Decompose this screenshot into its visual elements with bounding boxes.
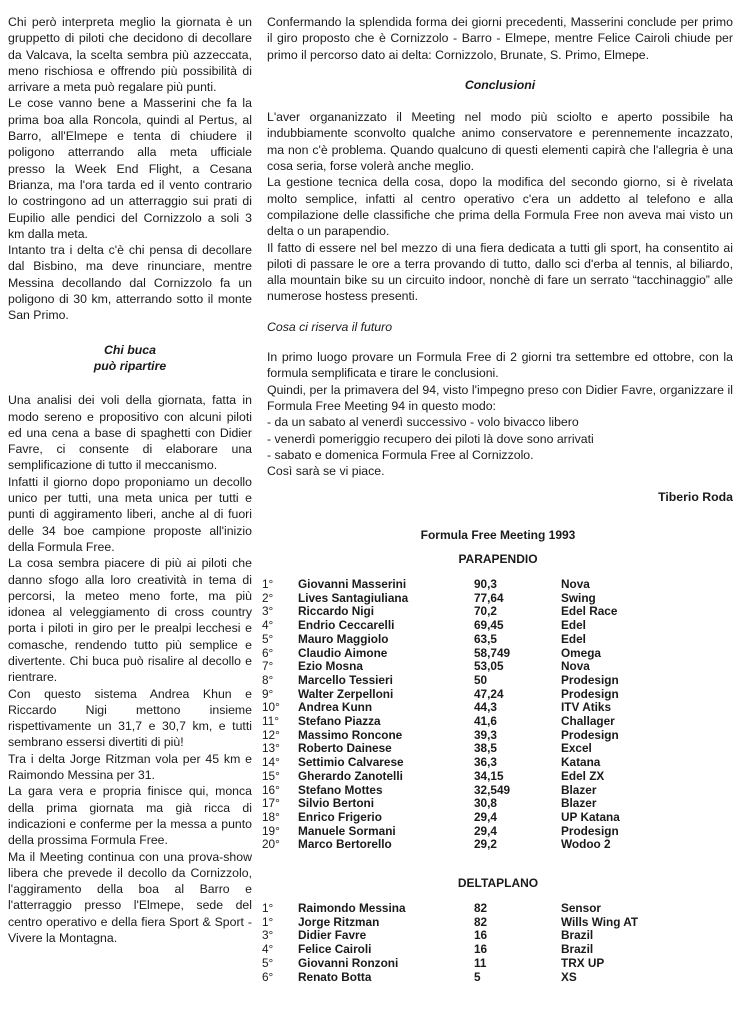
table-row [262, 688, 620, 702]
table-row [262, 742, 620, 756]
list-item: - venerdì pomeriggio recupero dei piloti là dove sono arrivati [267, 431, 594, 446]
glider-cell: Edel Race [561, 604, 618, 619]
glider-cell: Omega [561, 645, 601, 660]
paragraph: Chi però interpreta meglio la giornata è un gruppetto di piloti che decidono di decollare da Valcava, la scelta sembra più azzeccata, meno rischiosa e offrendo più possibilità di arrivare a meta può regalare più punti. [8, 15, 252, 95]
pilot-name-cell: Didier Favre [298, 928, 367, 943]
position-cell: 11° [262, 714, 279, 729]
table-row [262, 957, 638, 971]
table-row [262, 784, 620, 798]
list-item: - da un sabato al venerdì successivo - volo bivacco libero [267, 415, 579, 430]
points-cell: 82 [474, 914, 488, 929]
pilot-name-cell: Marcello Tessieri [298, 672, 393, 687]
glider-cell: Prodesign [561, 727, 619, 742]
pilot-name-cell: Roberto Dainese [298, 741, 392, 756]
deltaplano-table [262, 902, 638, 984]
table-row [262, 929, 638, 943]
paragraph: Così sarà se vi piace. [267, 464, 385, 479]
position-cell: 10° [262, 700, 280, 715]
points-cell: 38,5 [474, 741, 497, 756]
table-row [262, 902, 638, 916]
glider-cell: Nova [561, 577, 590, 591]
glider-cell: Prodesign [561, 672, 619, 687]
glider-cell: Wodoo 2 [561, 837, 611, 852]
pilot-name-cell: Enrico Frigerio [298, 809, 382, 824]
paragraph: Tra i delta Jorge Ritzman vola per 45 km e Raimondo Messina per 31. [8, 751, 252, 783]
paragraph: Una analisi dei voli della giornata, fatta in modo sereno e propositivo con alcuni piloti ed una cena a base di spaghetti con Didier Favre, ci consente di elaborare una semplificazione di tutto il meccanismo. [8, 393, 252, 473]
table-row [262, 605, 620, 619]
right-column [267, 14, 733, 506]
heading-line: può ripartire [93, 358, 167, 373]
points-cell: 69,45 [474, 618, 504, 633]
pilot-name-cell: Lives Santagiuliana [298, 590, 409, 605]
position-cell: 19° [262, 823, 280, 838]
points-cell: 29,2 [474, 837, 497, 852]
position-cell: 12° [262, 727, 280, 742]
position-cell: 15° [262, 768, 280, 783]
table-row [262, 578, 620, 592]
table-row [262, 674, 620, 688]
table-row [262, 916, 638, 930]
position-cell: 6° [262, 969, 274, 984]
pilot-name-cell: Claudio Aimone [298, 645, 388, 660]
points-cell: 50 [474, 672, 488, 687]
table-row [262, 838, 620, 852]
glider-cell: Challager [561, 714, 615, 729]
points-cell: 39,3 [474, 727, 497, 742]
author-signature: Tiberio Roda [658, 490, 733, 505]
heading-line: Chi buca [104, 342, 156, 357]
pilot-name-cell: Endrio Ceccarelli [298, 618, 395, 633]
glider-cell: Nova [561, 659, 590, 674]
points-cell: 34,15 [474, 768, 504, 783]
paragraph: L'aver organanizzato il Meeting nel modo più sciolto e aperto possibile ha indubbiamente sconvolto qualche animo conservatore e perennemente incazzato, ma non c'è problema. Quando qualcuno di questi elementi capirà che l'allegria è una cosa seria, forse volerà anche meglio. [267, 110, 733, 174]
pilot-name-cell: Settimio Calvarese [298, 755, 404, 770]
position-cell: 17° [262, 796, 280, 811]
position-cell: 9° [262, 686, 274, 701]
position-cell: 20° [262, 837, 280, 852]
paragraph: La gestione tecnica della cosa, dopo la modifica del secondo giorno, si è rivelata molto semplice, infatti al centro operativo c'era un addetto al telefono e alla compilazione delle classifiche che prima della Formula Free non aveva mai visto un delta o un parapendio. [267, 175, 733, 239]
points-cell: 90,3 [474, 577, 497, 591]
points-cell: 82 [474, 901, 488, 916]
paragraph: La cosa sembra piacere di più ai piloti che danno sfogo alla loro creatività in tema di percorsi, la meteo meno forte, ma più idonea al veleggiamento di cross country porta i piloti in giro per le prealpi lecchesi e comasche, rendendo tutto più semplice e divertente. Chi buca può risalire al decollo e rientrare. [8, 556, 252, 685]
results-section [262, 528, 734, 984]
position-cell: 13° [262, 741, 280, 756]
pilot-name-cell: Renato Botta [298, 969, 372, 984]
glider-cell: Katana [561, 755, 601, 770]
table-row [262, 647, 620, 661]
position-cell: 3° [262, 928, 274, 943]
points-cell: 36,3 [474, 755, 497, 770]
points-cell: 58,749 [474, 645, 511, 660]
position-cell: 7° [262, 659, 274, 674]
pilot-name-cell: Riccardo Nigi [298, 604, 375, 619]
results-title: Formula Free Meeting 1993 [420, 528, 576, 542]
position-cell: 4° [262, 942, 274, 957]
paragraph: Infatti il giorno dopo proponiamo un decollo unico per tutti, una meta unica per tutti e punti di aggiramento liberi, anche al di fuori delle 34 boe campione proposte all'inizio della Formula Free. [8, 474, 252, 554]
glider-cell: TRX UP [561, 955, 605, 970]
paragraph: Quindi, per la primavera del 94, visto l'impegno preso con Didier Favre, organizzare il Formula Free Meeting 94 in questo modo: [267, 382, 733, 413]
points-cell: 44,3 [474, 700, 497, 715]
position-cell: 6° [262, 645, 274, 660]
points-cell: 16 [474, 942, 488, 957]
table-row [262, 715, 620, 729]
points-cell: 16 [474, 928, 488, 943]
glider-cell: Prodesign [561, 823, 619, 838]
position-cell: 1° [262, 577, 274, 591]
pilot-name-cell: Gherardo Zanotelli [298, 768, 403, 783]
pilot-name-cell: Ezio Mosna [298, 659, 363, 674]
position-cell: 5° [262, 631, 274, 646]
pilot-name-cell: Walter Zerpelloni [298, 686, 394, 701]
points-cell: 32,549 [474, 782, 511, 797]
position-cell: 1° [262, 914, 274, 929]
glider-cell: UP Katana [561, 809, 620, 824]
section-heading-chi-buca [8, 342, 252, 375]
table-row [262, 756, 620, 770]
points-cell: 47,24 [474, 686, 504, 701]
table-row [262, 811, 620, 825]
points-cell: 63,5 [474, 631, 497, 646]
paragraph: La gara vera e propria finisce qui, monca della prima giornata ma già ricca di indicazioni e conferme per la messa a punto della prossima Formula Free. [8, 784, 252, 848]
category-heading-deltaplano: DELTAPLANO [457, 876, 539, 891]
pilot-name-cell: Massimo Roncone [298, 727, 403, 742]
pilot-name-cell: Stefano Piazza [298, 714, 381, 729]
points-cell: 53,05 [474, 659, 504, 674]
paragraph: Confermando la splendida forma dei giorni precedenti, Masserini conclude per primo il giro proposto che è Cornizzolo - Barro - Elmepe, mentre Felice Cairoli chiude per primo il percorso dato ai delta: Cornizzolo, Brunate, S. Primo, Elmepe. [267, 15, 733, 62]
position-cell: 4° [262, 618, 274, 633]
pilot-name-cell: Andrea Kunn [298, 700, 373, 715]
table-row [262, 701, 620, 715]
glider-cell: Brazil [561, 942, 594, 957]
pilot-name-cell: Raimondo Messina [298, 901, 406, 916]
points-cell: 29,4 [474, 809, 497, 824]
table-row [262, 619, 620, 633]
points-cell: 29,4 [474, 823, 497, 838]
position-cell: 14° [262, 755, 280, 770]
glider-cell: Wills Wing AT [561, 914, 639, 929]
table-row [262, 943, 638, 957]
position-cell: 8° [262, 672, 274, 687]
glider-cell: Edel ZX [561, 768, 605, 783]
pilot-name-cell: Giovanni Masserini [298, 577, 407, 591]
points-cell: 70,2 [474, 604, 497, 619]
table-row [262, 971, 638, 985]
paragraph: Ma il Meeting continua con una prova-show libera che prevede il decollo da Cornizzolo, l'aggiramento della boa al Barro e l'atterraggio presso l'Elmepe, sede del centro operativo e della fiera Sport & Sport - Vivere la Montagna. [8, 849, 252, 946]
glider-cell: Blazer [561, 782, 597, 797]
left-column [8, 14, 252, 946]
section-heading-conclusioni: Conclusioni [464, 77, 536, 92]
section-heading-futuro: Cosa ci riserva il futuro [267, 319, 393, 334]
pilot-name-cell: Giovanni Ronzoni [298, 955, 399, 970]
glider-cell: Swing [561, 590, 596, 605]
pilot-name-cell: Felice Cairoli [298, 942, 372, 957]
position-cell: 1° [262, 901, 274, 916]
paragraph: Intanto tra i delta c'è chi pensa di decollare dal Bisbino, ma deve rinunciare, mentre Messina decollando dal Cornizzolo fa un poligono di 30 km, atterrando sotto il monte San Primo. [8, 243, 252, 323]
glider-cell: Excel [561, 741, 592, 756]
category-heading-parapendio: PARAPENDIO [458, 552, 538, 566]
parapendio-table [262, 578, 620, 852]
glider-cell: Blazer [561, 796, 597, 811]
glider-cell: Prodesign [561, 686, 619, 701]
pilot-name-cell: Jorge Ritzman [298, 914, 380, 929]
glider-cell: Brazil [561, 928, 594, 943]
glider-cell: ITV Atiks [561, 700, 612, 715]
glider-cell: Sensor [561, 901, 601, 916]
paragraph: In primo luogo provare un Formula Free di 2 giorni tra settembre ed ottobre, con la formula semplificata e tirare le conclusioni. [267, 350, 733, 381]
position-cell: 5° [262, 955, 274, 970]
table-row [262, 797, 620, 811]
position-cell: 16° [262, 782, 280, 797]
position-cell: 18° [262, 809, 280, 824]
glider-cell: Edel [561, 631, 586, 646]
glider-cell: XS [561, 969, 577, 984]
table-row [262, 592, 620, 606]
points-cell: 41,6 [474, 714, 497, 729]
table-row [262, 729, 620, 743]
pilot-name-cell: Stefano Mottes [298, 782, 383, 797]
pilot-name-cell: Silvio Bertoni [298, 796, 375, 811]
paragraph: Le cose vanno bene a Masserini che fa la prima boa alla Roncola, quindi al Pertus, al Barro, all'Elmepe e tenta di chiudere il poligono atterrando alla meta ufficiale presso la Week End Flight, a Cesana Brianza, ma l'ora tarda ed il vento contrario lo costringono ad un atterraggio sui prati di Eupilio alle pendici del Cornizzolo a soli 3 km dalla meta. [8, 96, 252, 241]
pilot-name-cell: Marco Bertorello [298, 837, 392, 852]
paragraph: Il fatto di essere nel bel mezzo di una fiera dedicata a tutti gli sport, ha consentito ai piloti di passare le ore a terra provando di tutto, dallo sci d'erba al tennis, al biliardo, alla mountain bike su un circuito indoor, nonchè di fare un serrato “tacchinaggio” alle numerose hostess presenti. [267, 240, 733, 304]
table-row [262, 633, 620, 647]
position-cell: 2° [262, 590, 274, 605]
pilot-name-cell: Mauro Maggiolo [298, 631, 389, 646]
pilot-name-cell: Manuele Sormani [298, 823, 396, 838]
points-cell: 5 [474, 969, 481, 984]
points-cell: 30,8 [474, 796, 497, 811]
position-cell: 3° [262, 604, 274, 619]
table-row [262, 825, 620, 839]
glider-cell: Edel [561, 618, 586, 633]
points-cell: 77,64 [474, 590, 504, 605]
table-row [262, 770, 620, 784]
table-row [262, 660, 620, 674]
list-item: - sabato e domenica Formula Free al Cornizzolo. [267, 447, 534, 462]
paragraph: Con questo sistema Andrea Khun e Riccardo Nigi mettono insieme rispettivamente un 31,7 e 30,7 km, e tutti sembrano essersi divertiti di più! [8, 686, 252, 750]
points-cell: 11 [474, 955, 487, 970]
